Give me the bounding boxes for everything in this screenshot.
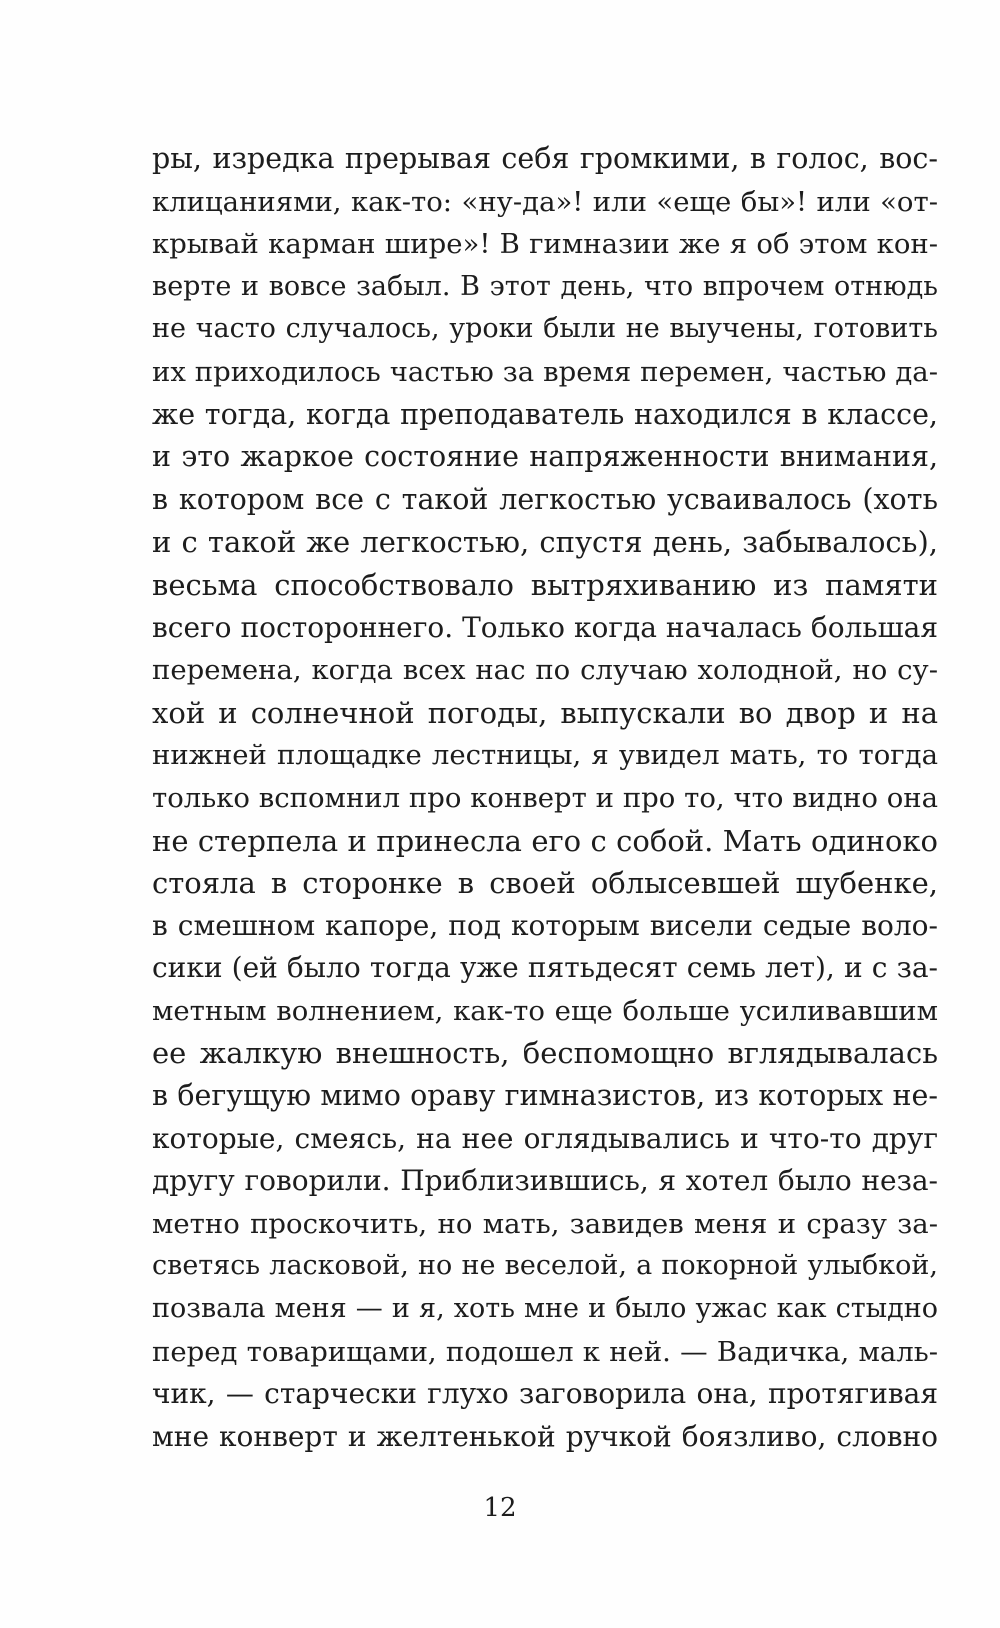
text-line: их приходилось частью за время перемен, частью да- <box>152 355 938 388</box>
text-line: перемена, когда всех нас по случаю холодной, но су- <box>152 654 938 687</box>
text-line: верте и вовсе забыл. В этот день, что впрочем отнюдь <box>152 270 938 302</box>
text-line: не стерпела и принесла его с собой. Мать одиноко <box>152 823 938 858</box>
text-line: сики (ей было тогда уже пятьдесят семь лет), и с за- <box>152 951 938 985</box>
text-line: перед товарищами, подошел к ней. — Вадичка, маль- <box>152 1335 938 1368</box>
text-line: в бегущую мимо ораву гимназистов, из которых не- <box>152 1079 938 1113</box>
text-line: всего постороннего. Только когда началась большая <box>152 610 938 644</box>
text-line: в смешном капоре, под которым висели седые воло- <box>152 908 938 942</box>
text-line: нижней площадке лестницы, я увидел мать, то тогда <box>152 739 938 772</box>
text-line: и с такой же легкостью, спустя день, забывалось), <box>152 525 938 560</box>
text-line: чик, — старчески глухо заговорила она, протягивая <box>152 1377 938 1411</box>
text-line: метным волнением, как-то еще больше усиливавшим <box>152 994 938 1027</box>
text-line: хой и солнечной погоды, выпускали во двор и на <box>152 695 938 730</box>
text-line: которые, смеясь, на нее оглядывались и что-то друг <box>152 1121 938 1155</box>
text-line: же тогда, когда преподаватель находился в классе, <box>152 397 938 431</box>
text-line: только вспомнил про конверт и про то, что видно она <box>152 781 938 814</box>
text-line: клицаниями, как-то: «ну-да»! или «еще бы»! или «от- <box>152 185 938 218</box>
text-line: мне конверт и желтенькой ручкой боязливо, словно <box>152 1419 938 1453</box>
text-line: крывай карман шире»! В гимназии же я об этом кон- <box>152 228 938 261</box>
body-text <box>152 138 938 1458</box>
page-number: 12 <box>483 1493 517 1523</box>
text-line: не часто случалось, уроки были не выучены, готовить <box>152 313 938 345</box>
text-line: и это жаркое состояние напряженности внимания, <box>152 440 938 474</box>
text-line: в котором все с такой легкостью усваивалось (хоть <box>152 482 938 516</box>
text-line: весьма способствовало вытряхиванию из памяти <box>152 567 938 602</box>
text-line: ее жалкую внешность, беспомощно вглядывалась <box>152 1036 938 1071</box>
text-line: метно проскочить, но мать, завидев меня и сразу за- <box>152 1207 938 1240</box>
text-line: другу говорили. Приблизившись, я хотел было неза- <box>152 1164 938 1198</box>
text-line: стояла в сторонке в своей облысевшей шубенке, <box>152 866 938 901</box>
text-line: позвала меня — и я, хоть мне и было ужас как стыдно <box>152 1293 938 1325</box>
text-line: ры, изредка прерывая себя громкими, в голос, вос- <box>152 142 938 175</box>
text-line: светясь ласковой, но не веселой, а покорной улыбкой, <box>152 1250 938 1282</box>
